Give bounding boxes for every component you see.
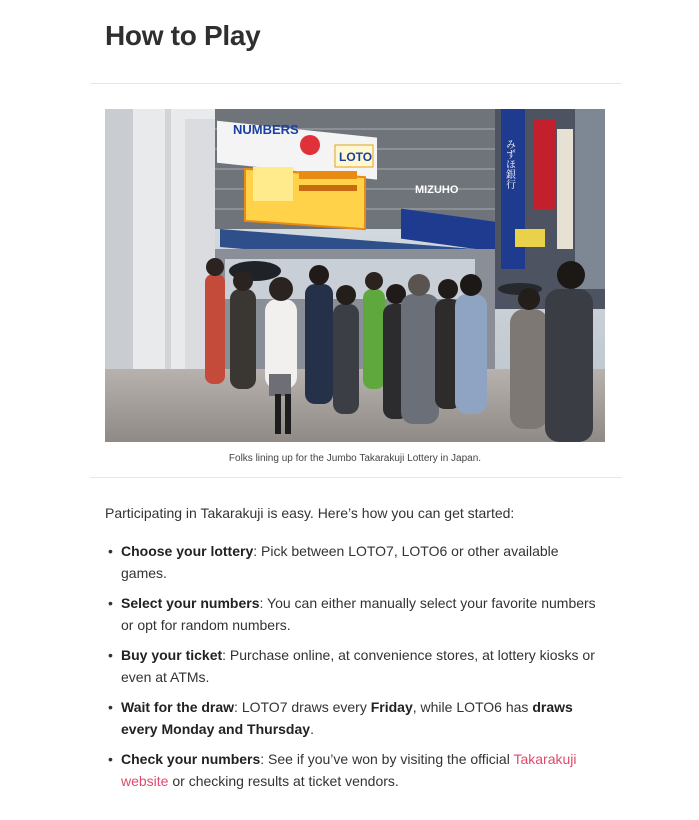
- list-item: [105, 696, 605, 740]
- list-item: [105, 644, 605, 688]
- list-item: [105, 748, 605, 792]
- step-text: : LOTO7 draws every: [234, 699, 371, 715]
- bullet-icon: •: [108, 595, 113, 611]
- step-title: Choose your lottery: [121, 543, 254, 559]
- caption-divider: [90, 477, 622, 478]
- step-title: Check your numbers: [121, 751, 261, 767]
- step-text: .: [310, 721, 314, 737]
- bullet-icon: •: [108, 543, 113, 559]
- title-divider: [90, 83, 622, 84]
- intro-text: Participating in Takarakuji is easy. Here’s how you can get started:: [105, 505, 515, 521]
- list-item: [105, 540, 605, 584]
- mizuho-sign-text: MIZUHO: [415, 184, 459, 196]
- step-title: Wait for the draw: [121, 699, 235, 715]
- bullet-icon: •: [108, 647, 113, 663]
- takarakuji-website-link[interactable]: Takarakuji website: [121, 751, 577, 789]
- bank-vertical-sign: みずほ銀行: [503, 139, 515, 189]
- step-title: Select your numbers: [121, 595, 260, 611]
- draw-days-loto6: draws every Monday and Thursday: [121, 699, 573, 737]
- list-item: [105, 592, 605, 636]
- step-title: Buy your ticket: [121, 647, 223, 663]
- step-text: , while LOTO6 has: [412, 699, 533, 715]
- lottery-booth-photo: [105, 109, 605, 442]
- step-text: : Purchase online, at convenience stores, at lottery kiosks or even at ATMs.: [121, 647, 595, 685]
- bullet-icon: •: [108, 751, 113, 767]
- step-text: : You can either manually select your favorite numbers or opt for random numbers.: [121, 595, 596, 633]
- steps-list: [105, 540, 605, 800]
- bullet-icon: •: [108, 699, 113, 715]
- step-text: or checking results at ticket vendors.: [168, 773, 399, 789]
- numbers-sign-text: NUMBERS: [233, 122, 299, 137]
- photo-caption: Folks lining up for the Jumbo Takarakuji Lottery in Japan.: [228, 453, 482, 464]
- page-title: How to Play: [105, 20, 261, 51]
- step-text: : Pick between LOTO7, LOTO6 or other available games.: [121, 543, 559, 581]
- step-text: : See if you’ve won by visiting the official: [260, 751, 514, 767]
- loto-sign-text: LOTO: [339, 150, 373, 164]
- draw-day-friday: Friday: [370, 699, 413, 715]
